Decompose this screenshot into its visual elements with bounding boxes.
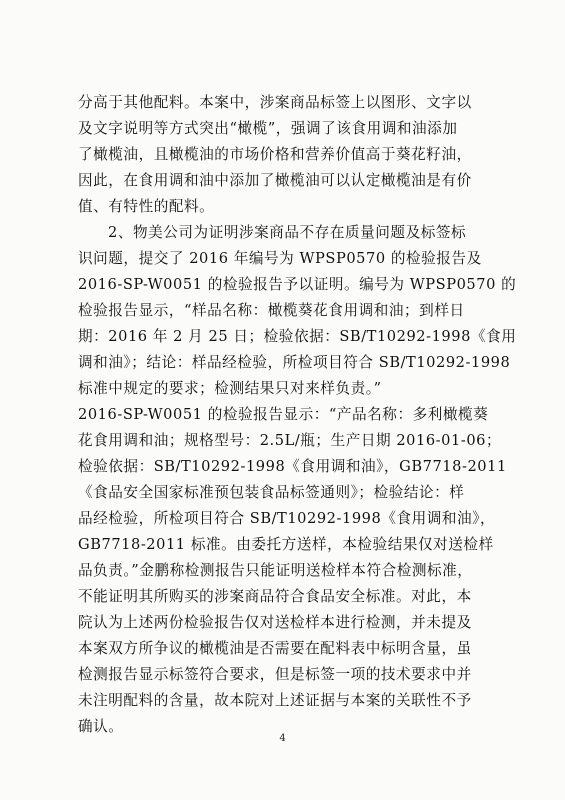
text-line: 了橄榄油，且橄榄油的市场价格和营养价值高于葵花籽油， <box>78 146 472 163</box>
text-line: 因此，在食用调和油中添加了橄榄油可以认定橄榄油是有价 <box>78 172 472 189</box>
text-line: 检验报告显示，“样品名称：橄榄葵花食用调和油；到样日 <box>78 302 465 319</box>
text-line: 2、物美公司为证明涉案商品不存在质量问题及标签标 <box>108 224 467 241</box>
text-line: 分高于其他配料。本案中，涉案商品标签上以图形、文字以 <box>78 94 472 111</box>
text-line: 识问题，提交了 2016 年编号为 WPSP0570 的检验报告及 <box>78 250 482 267</box>
page-number: 4 <box>279 733 286 744</box>
text-line: 2016-SP-W0051 的检验报告予以证明。编号为 WPSP0570 的 <box>78 276 517 293</box>
text-line: 检验依据：SB/T10292-1998《食用调和油》，GB7718-2011 <box>78 458 507 475</box>
text-line: 《食品安全国家标准预包装食品标签通则》；检验结论：样 <box>78 484 465 501</box>
text-line: 期：2016 年 2 月 25 日；检验依据：SB/T10292-1998《食用 <box>78 328 517 345</box>
text-line: 确认。 <box>78 718 124 735</box>
text-line: 院认为上述两份检验报告仅对送检样本进行检测，并未提及 <box>78 614 472 631</box>
text-line: GB7718-2011 标准。由委托方送样，本检验结果仅对送检样 <box>78 536 494 553</box>
text-line: 本案双方所争议的橄榄油是否需要在配料表中标明含量，虽 <box>78 640 472 657</box>
document-body <box>78 90 517 740</box>
text-line: 不能证明其所购买的涉案商品符合食品安全标准。对此，本 <box>78 588 472 605</box>
text-line: 花食用调和油；规格型号：2.5L/瓶；生产日期 2016-01-06； <box>78 432 502 449</box>
text-line: 品负责。”金鹏称检测报告只能证明送检样本符合检测标准， <box>78 562 473 579</box>
text-line: 调和油》；结论：样品经检验，所检项目符合 SB/T10292-1998 <box>78 354 511 371</box>
text-line: 未注明配料的含量，故本院对上述证据与本案的关联性不予 <box>78 692 472 709</box>
text-line: 及文字说明等方式突出“橄榄”，强调了该食用调和油添加 <box>78 120 458 137</box>
text-line: 检测报告显示标签符合要求，但是标签一项的技术要求中并 <box>78 666 472 683</box>
text-line: 值、有特性的配料。 <box>78 198 215 215</box>
text-line: 品经检验，所检项目符合 SB/T10292-1998《食用调和油》， <box>78 510 496 527</box>
text-line: 2016-SP-W0051 的检验报告显示：“产品名称：多利橄榄葵 <box>78 406 489 423</box>
text-line: 标准中规定的要求；检测结果只对来样负责。” <box>78 380 382 397</box>
